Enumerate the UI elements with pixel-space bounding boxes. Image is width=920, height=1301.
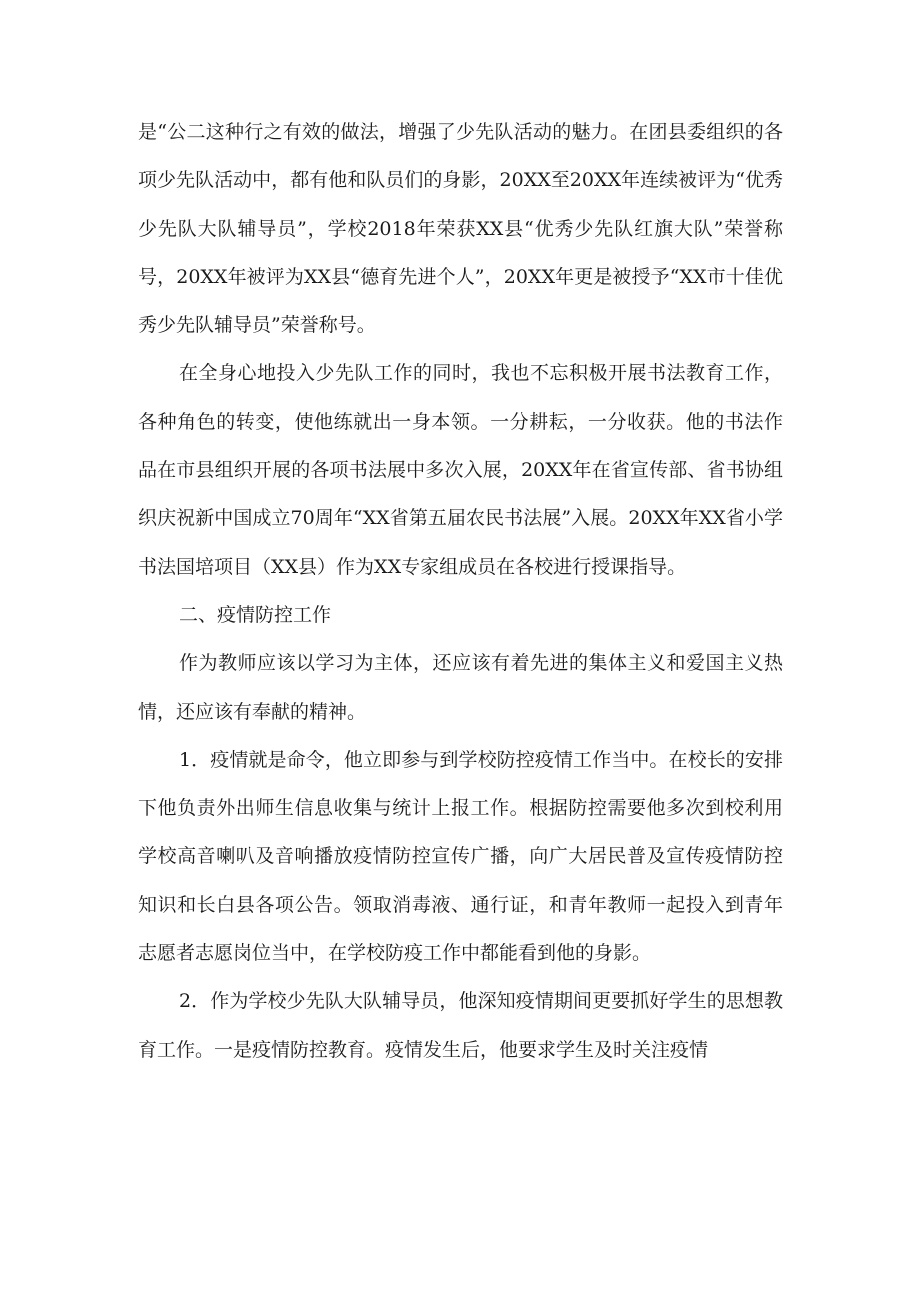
section-heading-epidemic: 二、疫情防控工作: [179, 603, 332, 626]
paragraph-item-1: 1．疫情就是命令，他立即参与到学校防控疫情工作当中。在校长的安排下他负责外出师生信息收集与统计上报工作。根据防控需要他多次到校利用学校高音喇叭及音响播放疫情防控宣传广播，向广大居民普及宣传疫情防控知识和长白县各项公告。领取消毒液、通行证，和青年教师一起投入到青年志愿者志愿岗位当中，在学校防疫工作中都能看到他的身影。: [138, 748, 783, 965]
document-body: [138, 108, 783, 1074]
paragraph-honors: 是“公二这种行之有效的做法，增强了少先队活动的魅力。在团县委组织的各项少先队活动中，都有他和队员们的身影，20XX至20XX年连续被评为“优秀少先队大队辅导员”，学校2018年荣获XX县“优秀少先队红旗大队”荣誉称号，20XX年被评为XX县“德育先进个人”，20XX年更是被授予“XX市十佳优秀少先队辅导员”荣誉称号。: [138, 121, 783, 337]
paragraph-item-2: 2．作为学校少先队大队辅导员，他深知疫情期间更要抓好学生的思想教育工作。一是疫情防控教育。疫情发生后，他要求学生及时关注疫情: [138, 990, 783, 1061]
paragraph-calligraphy: 在全身心地投入少先队工作的同时，我也不忘积极开展书法教育工作，各种角色的转变，使他练就出一身本领。一分耕耘，一分收获。他的书法作品在市县组织开展的各项书法展中多次入展，20XX年在省宣传部、省书协组织庆祝新中国成立70周年“XX省第五届农民书法展”入展。20XX年XX省小学书法国培项目（XX县）作为XX专家组成员在各校进行授课指导。: [138, 362, 783, 578]
paragraph-teacher-duty: 作为教师应该以学习为主体，还应该有着先进的集体主义和爱国主义热情，还应该有奉献的精神。: [138, 652, 783, 723]
